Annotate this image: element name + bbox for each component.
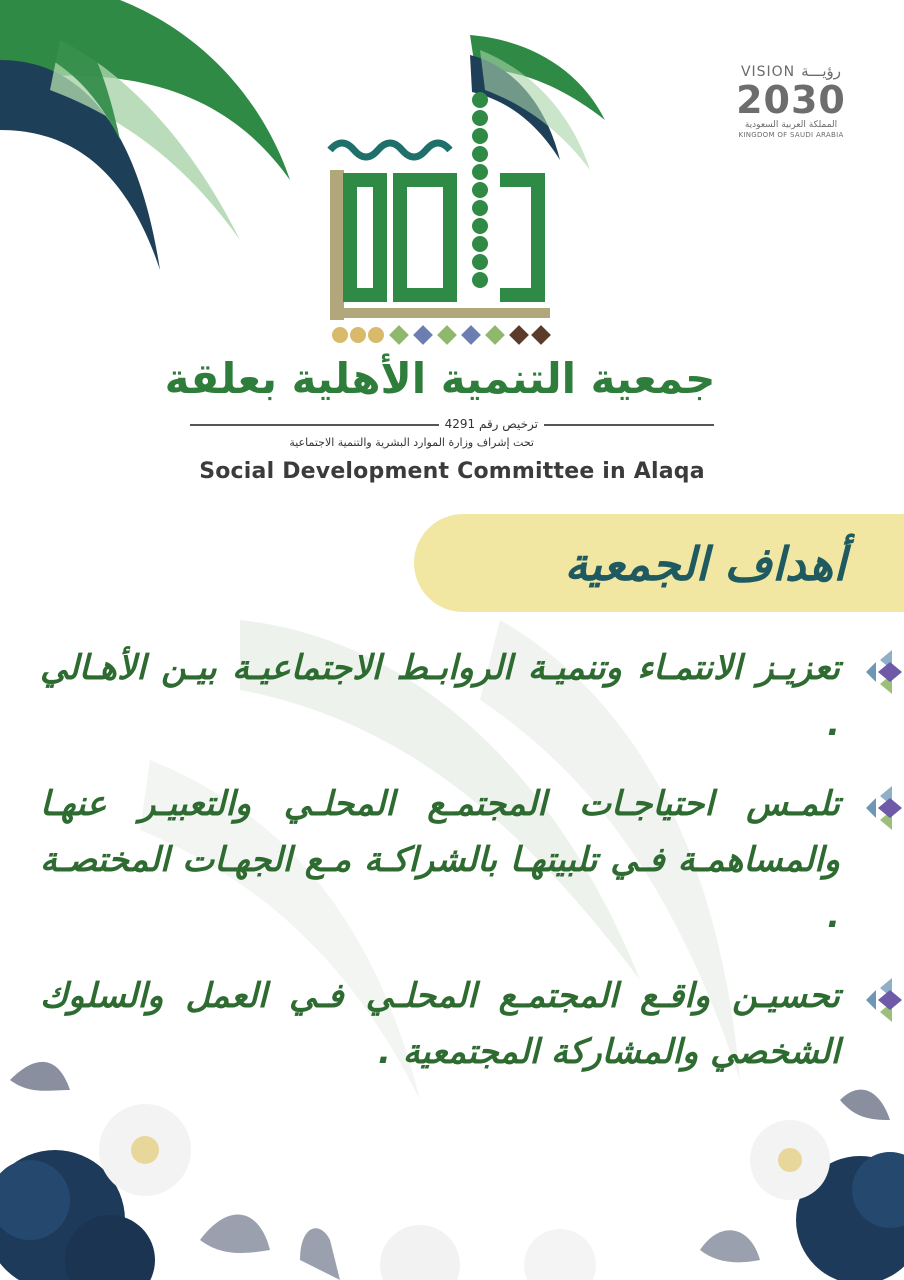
vision-country-ar: المملكة العربية السعودية [744,120,838,130]
vision-country-en: KINGDOM OF SAUDI ARABIA [738,131,844,139]
diamond-bullet-icon [862,650,902,694]
section-title: أهداف الجمعية [564,537,846,591]
goal-text: تلمـس احتياجـات المجتمـع المحلـي والتعبيـر عنهـا والمساهمـة فـي تلبيتهـا بالشراكـة مـع الجهـات المختصـة . [40,784,840,936]
organization-name-arabic: جمعية التنمية الأهلية بعلقة [164,354,716,403]
vision-arabic-word: رؤيـــة [801,62,842,80]
goals-list [40,640,840,1104]
vision-year: 2030 [736,78,846,122]
goal-item [40,968,840,1080]
license-number: ترخيص رقم 4291 [439,414,544,434]
goal-text: تعزيـز الانتمـاء وتنميـة الروابـط الاجتماعيـة بيـن الأهـالي . [40,648,840,744]
goal-text: تحسيـن واقـع المجتمـع المحلـي فـي العمل والسلوك الشخصي والمشاركة المجتمعية . [40,976,840,1072]
logo-emblem [320,30,620,350]
organization-name-english: Social Development Committee in Alaqa [199,459,705,484]
supervision-note: تحت إشراف وزارة الموارد البشرية والتنمية الاجتماعية [289,436,534,449]
diamond-bullet-icon [862,786,902,830]
goal-item [40,776,840,944]
vision-2030-logo [716,62,866,140]
vision-word: VISION [740,64,796,80]
license-row [190,414,714,434]
goal-item [40,640,840,752]
diamond-bullet-icon [862,978,902,1022]
